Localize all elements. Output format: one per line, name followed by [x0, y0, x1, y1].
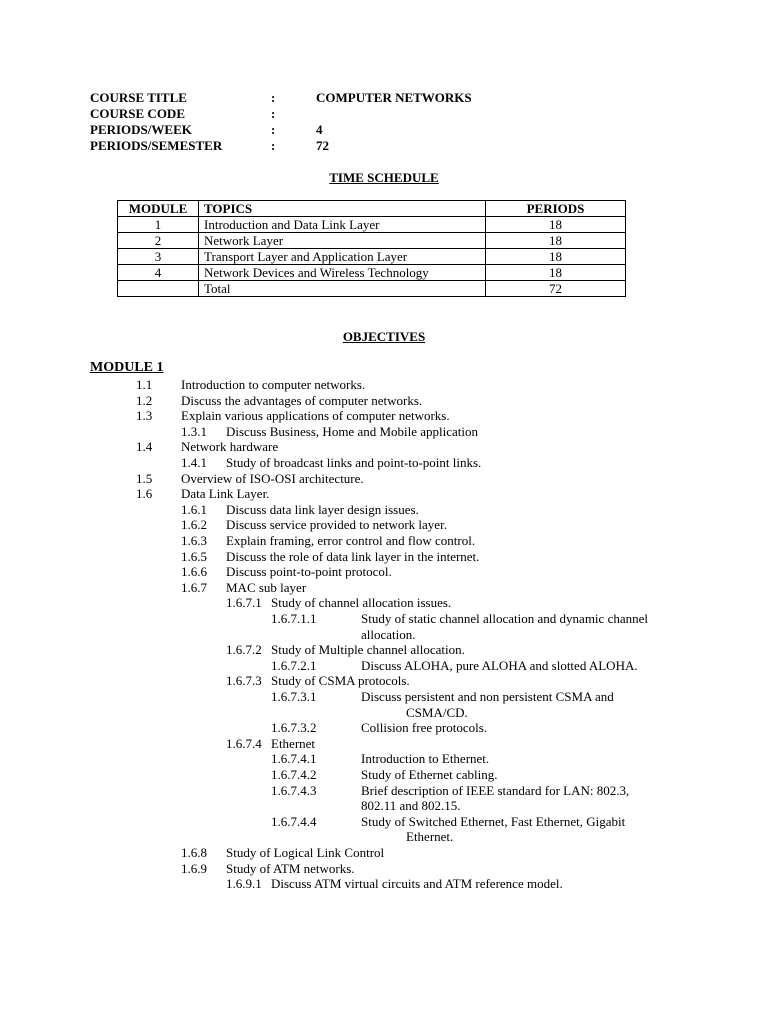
objective-text: Introduction to computer networks. [181, 377, 366, 392]
objective-text: Discuss ALOHA, pure ALOHA and slotted ALOHA. [361, 658, 638, 673]
periods-week-row [90, 122, 472, 138]
objective-number: 1.6.7.2 [226, 642, 262, 657]
objective-item [0, 673, 768, 689]
objective-text: Discuss Business, Home and Mobile application [226, 424, 479, 439]
objective-item [0, 751, 768, 767]
header-periods: PERIODS [486, 201, 626, 217]
objective-text: Ethernet [271, 736, 316, 751]
colon: : [271, 106, 276, 121]
header-module: MODULE [118, 201, 199, 217]
colon: : [271, 90, 276, 105]
objective-text: Explain various applications of computer networks. [181, 408, 450, 423]
objective-item [0, 689, 768, 705]
objective-text: Introduction to Ethernet. [361, 751, 490, 766]
periods-week-value: 4 [316, 122, 323, 137]
objective-text: MAC sub layer [226, 580, 307, 595]
objective-continuation: Ethernet. [406, 829, 454, 844]
objective-item [0, 549, 768, 565]
objective-text: Discuss the advantages of computer networks. [181, 393, 423, 408]
objective-number: 1.6.7.4.2 [271, 767, 317, 782]
objective-number: 1.6.9.1 [226, 876, 262, 891]
cell-topic: Network Layer [199, 233, 486, 249]
objective-item [0, 471, 768, 487]
objective-text: Network hardware [181, 439, 279, 454]
cell-module: 2 [118, 233, 199, 249]
objective-item [0, 455, 768, 471]
colon: : [271, 122, 276, 137]
objective-text: Overview of ISO-OSI architecture. [181, 471, 364, 486]
cell-topic: Introduction and Data Link Layer [199, 217, 486, 233]
objective-number: 1.6.7.3.2 [271, 720, 317, 735]
objective-item [0, 767, 768, 783]
periods-semester-row [90, 138, 472, 154]
objective-continuation: CSMA/CD. [406, 705, 468, 720]
objective-number: 1.3 [136, 408, 153, 423]
objective-text: Study of CSMA protocols. [271, 673, 410, 688]
objective-text: Study of broadcast links and point-to-point links. [226, 455, 482, 470]
objective-item [0, 845, 768, 861]
objective-item [0, 611, 768, 627]
objective-number: 1.6.5 [181, 549, 207, 564]
objective-text: Discuss point-to-point protocol. [226, 564, 392, 579]
objective-text: Discuss data link layer design issues. [226, 502, 419, 517]
cell-periods: 18 [486, 217, 626, 233]
course-code-row [90, 106, 472, 122]
objective-item [0, 783, 768, 799]
objective-text: Discuss persistent and non persistent CSMA and [361, 689, 614, 704]
table-row [118, 233, 626, 249]
objective-number: 1.6.7.4.3 [271, 783, 317, 798]
objective-item [0, 642, 768, 658]
table-header-row [118, 201, 626, 217]
periods-week-label: PERIODS/WEEK [90, 122, 192, 137]
objective-number: 1.6.7.4.4 [271, 814, 317, 829]
objective-item [0, 580, 768, 596]
course-title-label: COURSE TITLE [90, 90, 187, 105]
course-code-label: COURSE CODE [90, 106, 185, 121]
colon: : [271, 138, 276, 153]
course-title-value: COMPUTER NETWORKS [316, 90, 472, 105]
objective-item [0, 876, 768, 892]
objective-number: 1.4.1 [181, 455, 207, 470]
objective-number: 1.6 [136, 486, 153, 501]
objective-number: 1.6.7 [181, 580, 207, 595]
objective-item [0, 595, 768, 611]
course-info [90, 90, 472, 154]
objective-text: Study of Switched Ethernet, Fast Ethernet, Gigabit [361, 814, 626, 829]
periods-semester-label: PERIODS/SEMESTER [90, 138, 223, 153]
cell-periods: 18 [486, 233, 626, 249]
objective-number: 1.5 [136, 471, 153, 486]
objective-item [0, 533, 768, 549]
objective-number: 1.6.7.3.1 [271, 689, 317, 704]
course-title-row [90, 90, 472, 106]
cell-topic: Transport Layer and Application Layer [199, 249, 486, 265]
objective-number: 1.3.1 [181, 424, 207, 439]
total-periods: 72 [486, 281, 626, 297]
objective-text: Brief description of IEEE standard for LAN: 802.3, [361, 783, 630, 798]
table-row [118, 249, 626, 265]
table-total-row [118, 281, 626, 297]
objective-item [0, 736, 768, 752]
cell-topic: Network Devices and Wireless Technology [199, 265, 486, 281]
cell-module: 3 [118, 249, 199, 265]
objective-item [0, 377, 768, 393]
objective-item [0, 814, 768, 830]
objective-number: 1.6.7.4.1 [271, 751, 317, 766]
objective-text: Data Link Layer. [181, 486, 270, 501]
time-schedule-heading: TIME SCHEDULE [329, 170, 439, 185]
periods-semester-value: 72 [316, 138, 329, 153]
objective-item [0, 486, 768, 502]
objective-number: 1.2 [136, 393, 153, 408]
objective-item [0, 393, 768, 409]
objective-number: 1.1 [136, 377, 153, 392]
objective-number: 1.6.7.2.1 [271, 658, 317, 673]
header-topics: TOPICS [199, 201, 486, 217]
objective-number: 1.6.1 [181, 502, 207, 517]
objective-text: Discuss the role of data link layer in the internet. [226, 549, 480, 564]
objective-item [0, 720, 768, 736]
cell-module: 1 [118, 217, 199, 233]
objective-continuation: 802.11 and 802.15. [361, 798, 461, 813]
table-row [118, 217, 626, 233]
objective-number: 1.6.2 [181, 517, 207, 532]
objective-number: 1.4 [136, 439, 153, 454]
objective-item [0, 861, 768, 877]
objective-text: Study of ATM networks. [226, 861, 355, 876]
objective-item [0, 502, 768, 518]
cell-periods: 18 [486, 249, 626, 265]
cell-periods: 18 [486, 265, 626, 281]
objective-item [0, 517, 768, 533]
objective-item [0, 439, 768, 455]
cell-empty [118, 281, 199, 297]
objective-number: 1.6.7.3 [226, 673, 262, 688]
module-1-heading: MODULE 1 [90, 360, 164, 375]
time-schedule-table [117, 200, 626, 297]
objective-text: Discuss service provided to network layer. [226, 517, 447, 532]
objective-item [0, 564, 768, 580]
objective-text: Study of static channel allocation and dynamic channel [361, 611, 648, 626]
objective-continuation: allocation. [361, 627, 416, 642]
objective-number: 1.6.8 [181, 845, 207, 860]
table-row [118, 265, 626, 281]
objective-number: 1.6.7.4 [226, 736, 262, 751]
total-label: Total [199, 281, 486, 297]
objective-text: Study of Logical Link Control [226, 845, 385, 860]
objective-item [0, 424, 768, 440]
objectives-heading: OBJECTIVES [342, 329, 426, 344]
objective-item [0, 658, 768, 674]
objective-text: Study of channel allocation issues. [271, 595, 452, 610]
objective-number: 1.6.9 [181, 861, 207, 876]
objective-item [0, 408, 768, 424]
objective-number: 1.6.6 [181, 564, 207, 579]
objective-number: 1.6.7.1 [226, 595, 262, 610]
objective-number: 1.6.3 [181, 533, 207, 548]
objective-text: Study of Multiple channel allocation. [271, 642, 465, 657]
objective-text: Collision free protocols. [361, 720, 488, 735]
cell-module: 4 [118, 265, 199, 281]
objective-text: Study of Ethernet cabling. [361, 767, 498, 782]
objective-text: Explain framing, error control and flow control. [226, 533, 476, 548]
objective-text: Discuss ATM virtual circuits and ATM reference model. [271, 876, 563, 891]
objective-number: 1.6.7.1.1 [271, 611, 317, 626]
